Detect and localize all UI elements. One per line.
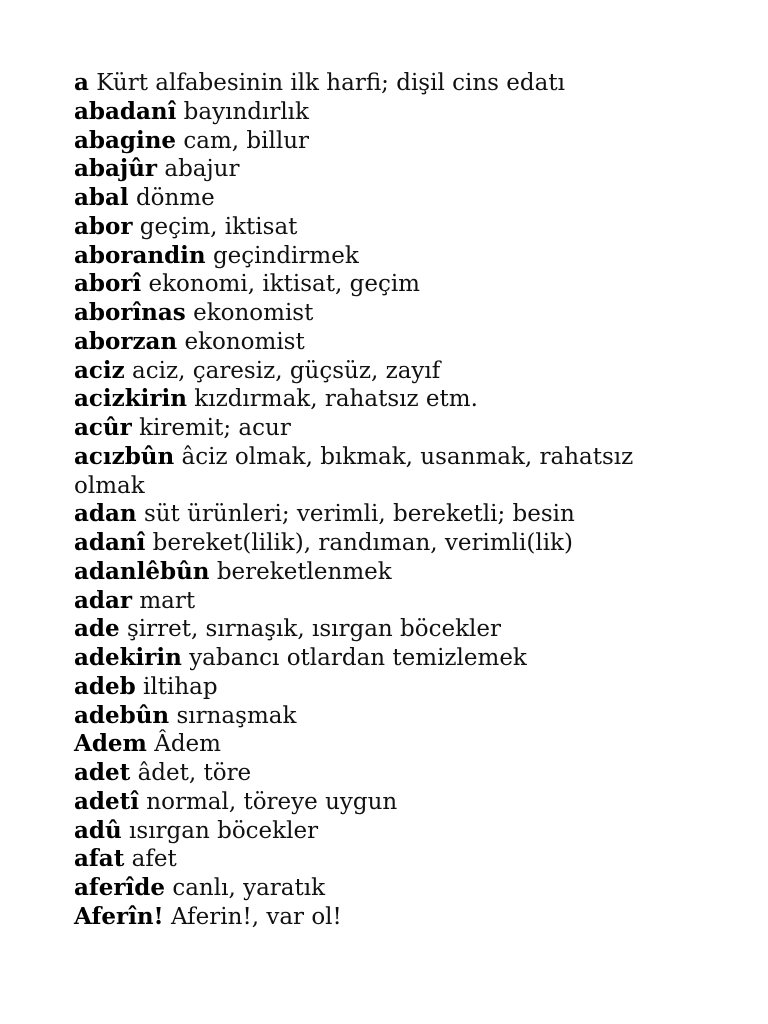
entry-list (74, 69, 674, 932)
entry-definition: normal, töreye uygun (146, 788, 398, 815)
entry-definition: abajur (164, 156, 240, 183)
entry-headword: adetî (74, 787, 139, 815)
entry-definition: geçindirmek (212, 242, 359, 269)
dictionary-entry (74, 673, 674, 702)
entry-definition: aciz, çaresiz, güçsüz, zayıf (132, 357, 441, 384)
dictionary-entry (74, 903, 674, 932)
entry-definition: bayındırlık (183, 98, 309, 125)
entry-headword: Aferîn! (74, 902, 164, 930)
dictionary-entry (74, 98, 674, 127)
entry-headword: abadanî (74, 97, 177, 125)
dictionary-entry (74, 702, 674, 731)
entry-definition: Âdem (154, 731, 221, 758)
dictionary-entry (74, 845, 674, 874)
entry-definition: bereketlenmek (216, 558, 392, 585)
entry-definition: canlı, yaratık (172, 875, 326, 901)
dictionary-entry (74, 558, 674, 587)
dictionary-entry (74, 328, 674, 357)
entry-headword: adû (74, 816, 122, 844)
entry-definition: yabancı otlardan temizlemek (189, 645, 527, 671)
entry-definition: ekonomist (184, 328, 305, 355)
entry-headword: aborî (74, 270, 142, 298)
dictionary-entry (74, 184, 674, 213)
dictionary-entry (74, 69, 674, 98)
dictionary-entry (74, 213, 674, 242)
entry-headword: acûr (74, 414, 132, 441)
entry-definition: sırnaşmak (176, 702, 297, 729)
entry-definition: ekonomi, iktisat, geçim (148, 271, 420, 298)
dictionary-entry (74, 817, 674, 846)
entry-headword: afat (74, 845, 125, 873)
entry-definition: afet (131, 846, 177, 873)
entry-definition: âdet, töre (137, 760, 252, 786)
entry-headword: aborînas (74, 299, 186, 326)
entry-headword: abagine (74, 126, 177, 154)
entry-headword: aborzan (74, 327, 178, 355)
entry-definition: bereket(lilik), randıman, verimli(lik) (152, 530, 573, 556)
entry-headword: adebûn (74, 701, 170, 729)
dictionary-entry (74, 127, 674, 156)
entry-headword: acızbûn (74, 442, 175, 470)
dictionary-entry (74, 730, 674, 759)
dictionary-entry (74, 385, 674, 414)
entry-headword: aciz (74, 356, 125, 384)
dictionary-entry (74, 414, 674, 443)
entry-headword: adekirin (74, 644, 182, 671)
entry-definition: kızdırmak, rahatsız etm. (194, 386, 478, 413)
entry-definition: şirret, sırnaşık, ısırgan böcekler (126, 616, 501, 643)
entry-definition: iltihap (143, 673, 218, 700)
dictionary-entry (74, 443, 674, 501)
dictionary-entry (74, 242, 674, 271)
entry-headword: aferîde (74, 874, 166, 901)
entry-headword: abajûr (74, 155, 158, 183)
entry-definition: Kürt alfabesinin ilk harfi; dişil cins edatı (96, 70, 565, 96)
entry-headword: aborandin (74, 241, 206, 269)
entry-headword: adanî (74, 529, 146, 556)
entry-definition: mart (139, 587, 196, 614)
entry-definition: ekonomist (193, 300, 314, 326)
entry-headword: ade (74, 615, 120, 643)
dictionary-entry (74, 874, 674, 903)
entry-definition: ısırgan böcekler (129, 817, 319, 844)
dictionary-entry (74, 587, 674, 616)
dictionary-entry (74, 615, 674, 644)
dictionary-entry (74, 357, 674, 386)
entry-headword: Adem (74, 730, 147, 758)
entry-definition: Aferin!, var ol! (170, 903, 342, 930)
dictionary-entry (74, 788, 674, 817)
entry-headword: a (74, 69, 89, 96)
dictionary-entry (74, 529, 674, 558)
entry-definition: cam, billur (183, 127, 309, 154)
dictionary-entry (74, 155, 674, 184)
entry-headword: abor (74, 212, 133, 240)
dictionary-entry (74, 270, 674, 299)
dictionary-entry (74, 759, 674, 788)
entry-headword: adet (74, 759, 131, 786)
entry-headword: abal (74, 184, 129, 211)
entry-headword: acizkirin (74, 385, 187, 413)
entry-definition: süt ürünleri; verimli, bereketli; besin (143, 501, 575, 528)
entry-definition: dönme (135, 185, 215, 211)
entry-definition: kiremit; acur (139, 415, 291, 441)
entry-headword: adan (74, 500, 137, 528)
entry-headword: adanlêbûn (74, 557, 210, 585)
dictionary-entry (74, 500, 674, 529)
entry-definition: geçim, iktisat (139, 213, 298, 240)
dictionary-entry (74, 299, 674, 328)
entry-definition: âciz olmak, bıkmak, usanmak, rahatsız olmak (74, 443, 634, 499)
entry-headword: adar (74, 586, 133, 614)
entry-headword: adeb (74, 672, 136, 700)
dictionary-entry (74, 644, 674, 673)
